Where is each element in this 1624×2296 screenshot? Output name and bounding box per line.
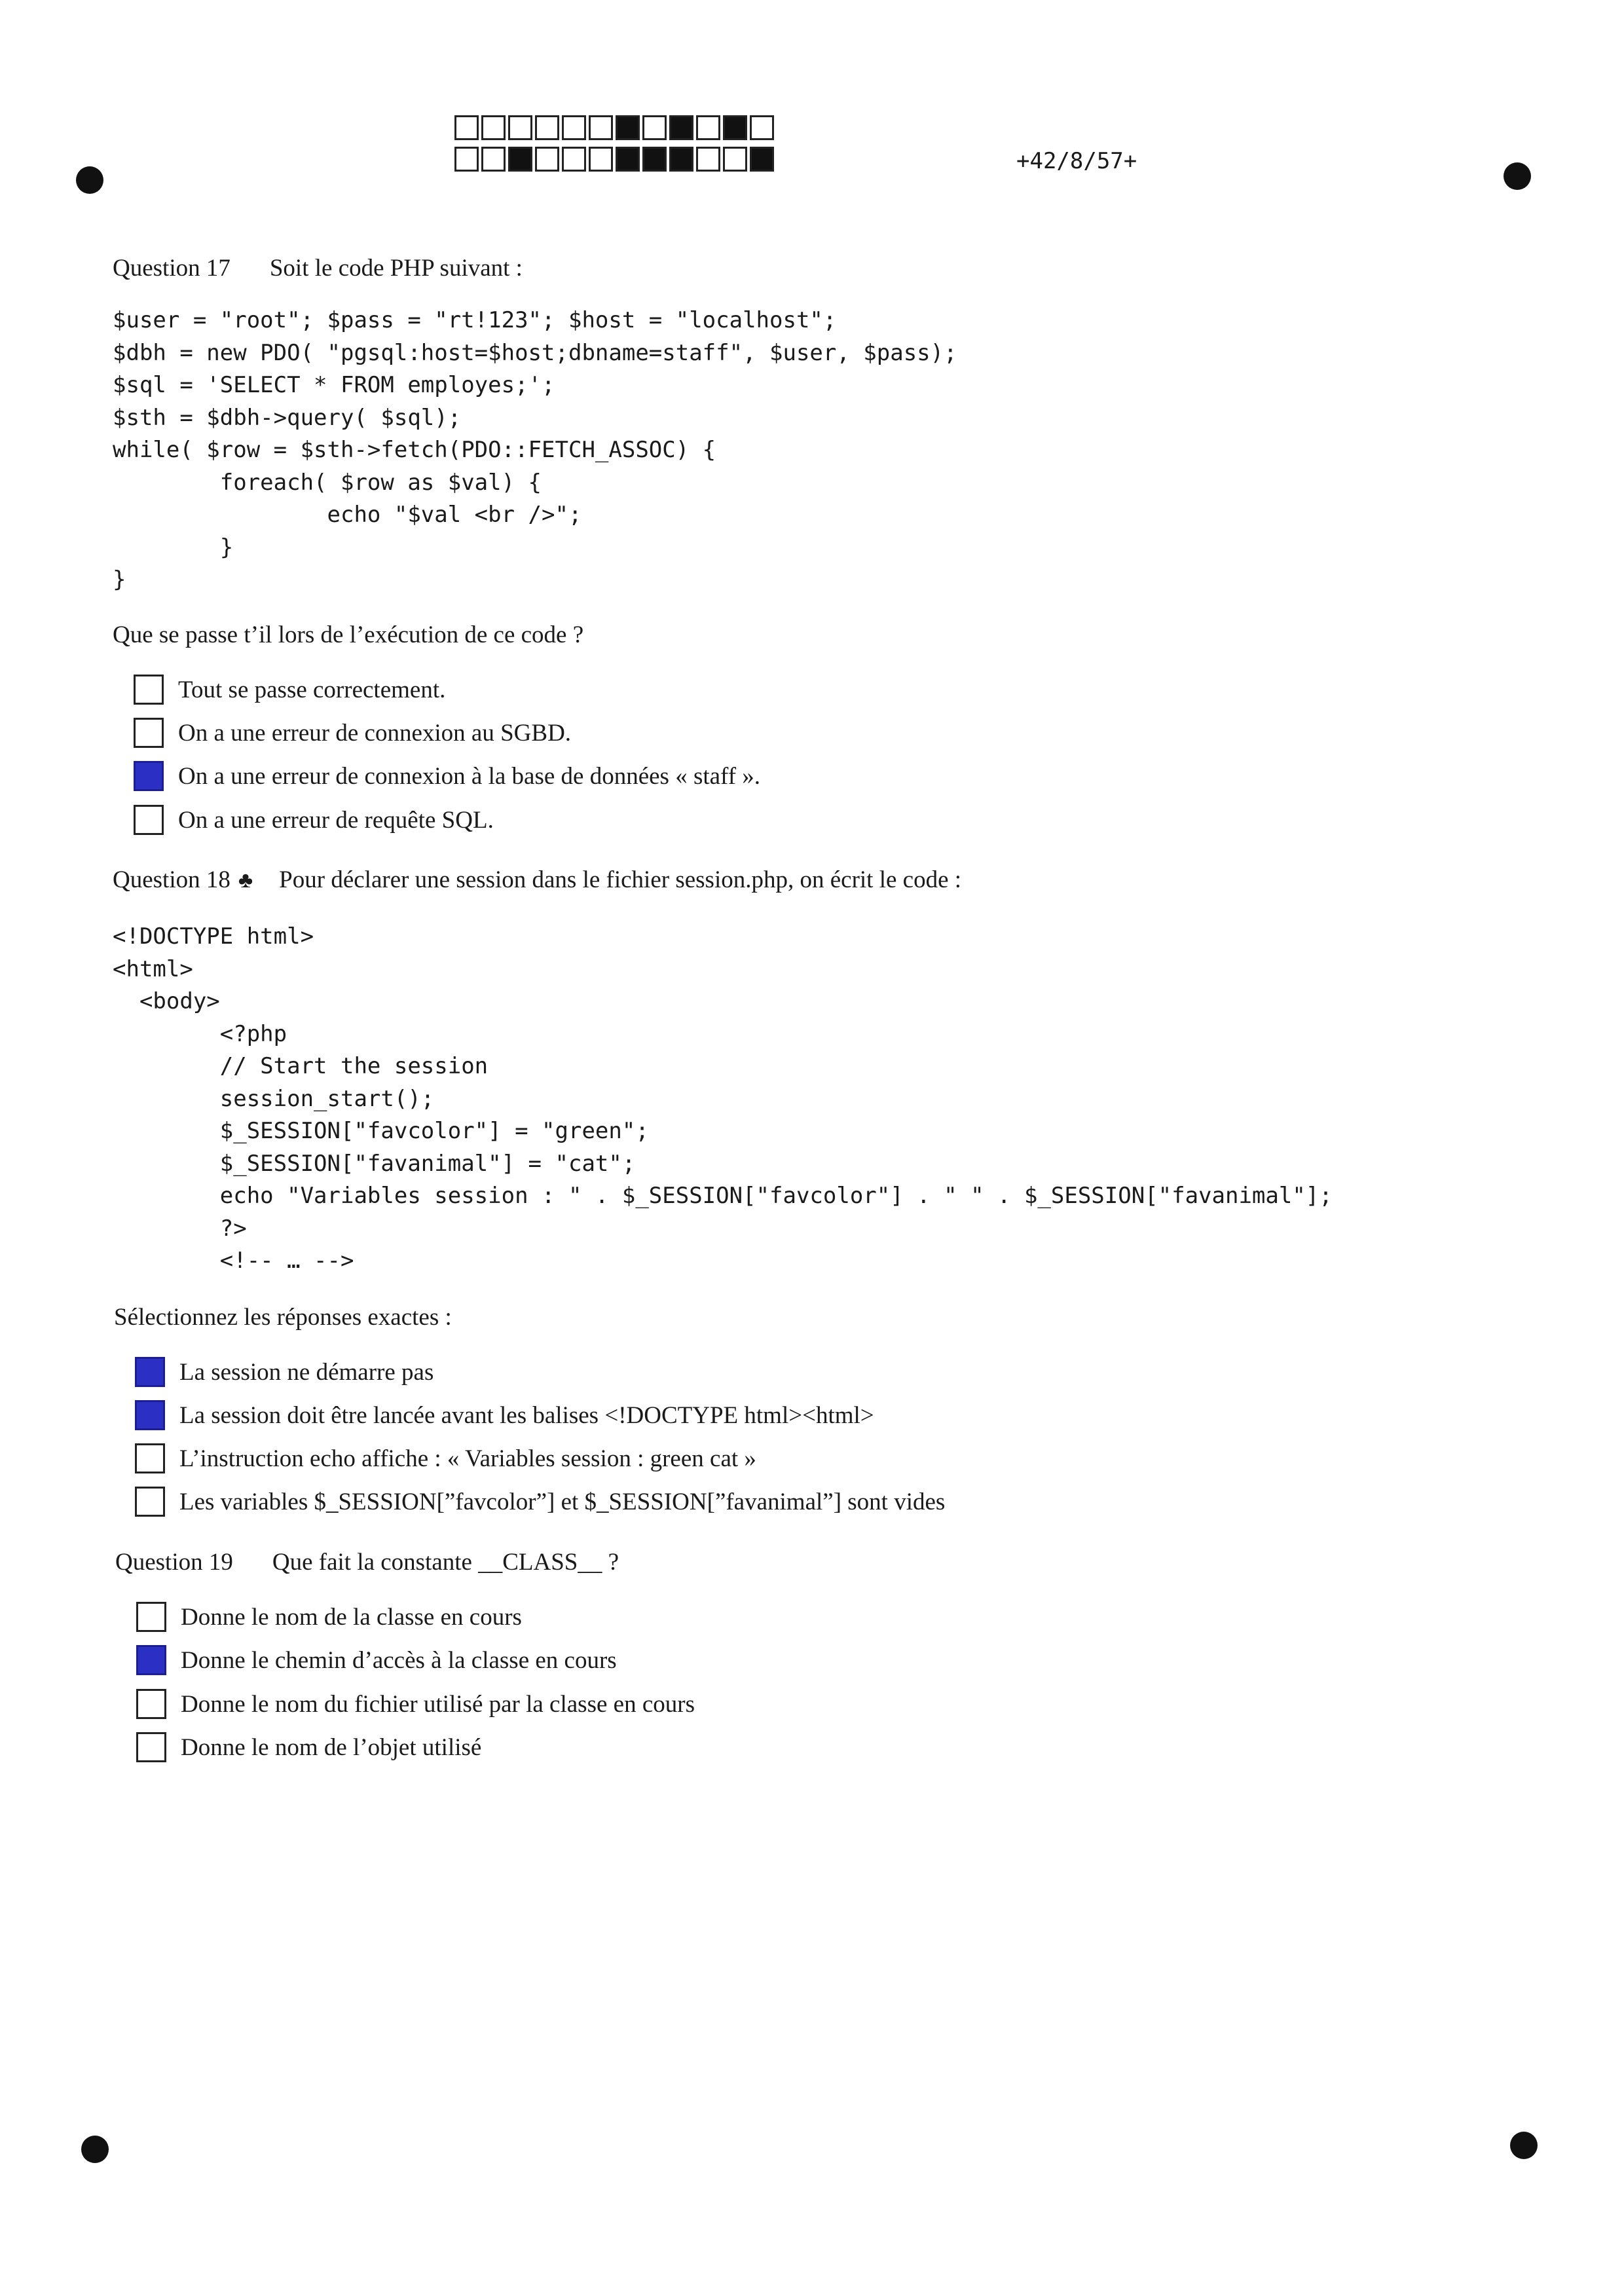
code-cell — [616, 147, 640, 172]
question-18-prompt: Sélectionnez les réponses exactes : — [114, 1304, 452, 1331]
code-cell — [750, 147, 774, 172]
code-cell — [454, 147, 479, 172]
question-17-prompt: Que se passe t’il lors de l’exécution de ce code ? — [113, 621, 584, 648]
checkbox[interactable] — [136, 1602, 166, 1632]
code-cell — [535, 115, 559, 140]
question-label: Question 18 — [113, 866, 231, 893]
q17-choice-4[interactable] — [134, 805, 494, 835]
q17-choice-1[interactable] — [134, 675, 445, 705]
code-cell — [481, 147, 506, 172]
code-cell — [669, 115, 693, 140]
question-19-header — [115, 1548, 619, 1576]
choice-label: Donne le nom du fichier utilisé par la classe en cours — [181, 1690, 695, 1718]
code-cell — [562, 147, 586, 172]
code-cell — [535, 147, 559, 172]
registration-mark-bottom-left — [81, 2136, 109, 2163]
question-18-code: <!DOCTYPE html> <html> <body> <?php // Start the session session_start(); $_SESSION["favcolor"] = "green"; $_SESSION["favanimal"] = "cat"; echo "Variables session : " . $_SESSION["favcolor"] . " " . $_SESSION["favanimal"]; ?> <!-- … --> — [113, 923, 1333, 1274]
checkbox[interactable] — [134, 675, 164, 705]
q19-choice-2[interactable] — [136, 1645, 617, 1675]
code-cell — [508, 115, 532, 140]
code-cell — [508, 147, 532, 172]
club-icon: ♣ — [238, 868, 253, 893]
question-17-header — [113, 254, 523, 282]
choice-label: La session ne démarre pas — [179, 1358, 434, 1386]
checkbox[interactable] — [134, 761, 164, 791]
code-cell — [696, 115, 720, 140]
choice-label: Tout se passe correctement. — [178, 676, 446, 703]
code-cell — [696, 147, 720, 172]
registration-mark-top-left — [76, 166, 103, 194]
q17-choice-2[interactable] — [134, 718, 571, 748]
code-cell — [589, 147, 613, 172]
code-cell — [642, 115, 667, 140]
checkbox[interactable] — [134, 805, 164, 835]
checkbox[interactable] — [136, 1645, 166, 1675]
code-cell — [481, 115, 506, 140]
registration-mark-top-right — [1504, 162, 1531, 190]
choice-label: L’instruction echo affiche : « Variables session : green cat » — [179, 1445, 756, 1472]
question-label: Question 19 — [115, 1549, 233, 1576]
q19-choice-3[interactable] — [136, 1689, 695, 1719]
q18-choice-4[interactable] — [135, 1487, 945, 1517]
code-cell — [642, 147, 667, 172]
checkbox[interactable] — [136, 1689, 166, 1719]
checkbox[interactable] — [135, 1487, 165, 1517]
choice-label: Donne le nom de l’objet utilisé — [181, 1733, 482, 1761]
checkbox[interactable] — [135, 1443, 165, 1473]
question-title: Pour déclarer une session dans le fichier session.php, on écrit le code : — [279, 866, 962, 893]
question-title: Soit le code PHP suivant : — [269, 255, 523, 282]
choice-label: On a une erreur de connexion à la base de données « staff ». — [178, 762, 761, 790]
page-code-row-2 — [454, 147, 777, 172]
code-cell — [454, 115, 479, 140]
question-label: Question 17 — [113, 255, 231, 282]
question-title: Que fait la constante __CLASS__ ? — [272, 1549, 619, 1576]
q18-choice-3[interactable] — [135, 1443, 756, 1473]
code-cell — [750, 115, 774, 140]
code-cell — [669, 147, 693, 172]
checkbox[interactable] — [134, 718, 164, 748]
choice-label: La session doit être lancée avant les balises <!DOCTYPE html><html> — [179, 1401, 874, 1429]
q18-choice-2[interactable] — [135, 1400, 874, 1430]
choice-label: Donne le chemin d’accès à la classe en cours — [181, 1646, 617, 1674]
choice-label: Les variables $_SESSION[”favcolor”] et $_SESSION[”favanimal”] sont vides — [179, 1488, 946, 1515]
checkbox[interactable] — [135, 1400, 165, 1430]
q17-choice-3[interactable] — [134, 761, 760, 791]
choice-label: On a une erreur de requête SQL. — [178, 806, 494, 834]
question-18-header — [113, 866, 961, 894]
code-cell — [589, 115, 613, 140]
code-cell — [562, 115, 586, 140]
page-code-row-1 — [454, 115, 777, 140]
page-id: +42/8/57+ — [1016, 148, 1137, 174]
choice-label: On a une erreur de connexion au SGBD. — [178, 719, 572, 747]
question-17-code: $user = "root"; $pass = "rt!123"; $host = "localhost"; $dbh = new PDO( "pgsql:host=$host;dbname=staff", $user, $pass); $sql = 'SELECT * FROM employes;'; $sth = $dbh->query( $sql); while( $row = $sth->fetch(PDO::FETCH_ASSOC) { foreach( $row as $val) { echo "$val <br />"; } } — [113, 307, 957, 593]
q19-choice-4[interactable] — [136, 1732, 481, 1762]
q19-choice-1[interactable] — [136, 1602, 522, 1632]
q18-choice-1[interactable] — [135, 1357, 434, 1387]
code-cell — [616, 115, 640, 140]
code-cell — [723, 115, 747, 140]
checkbox[interactable] — [135, 1357, 165, 1387]
code-cell — [723, 147, 747, 172]
choice-label: Donne le nom de la classe en cours — [181, 1603, 522, 1631]
checkbox[interactable] — [136, 1732, 166, 1762]
registration-mark-bottom-right — [1510, 2132, 1538, 2159]
